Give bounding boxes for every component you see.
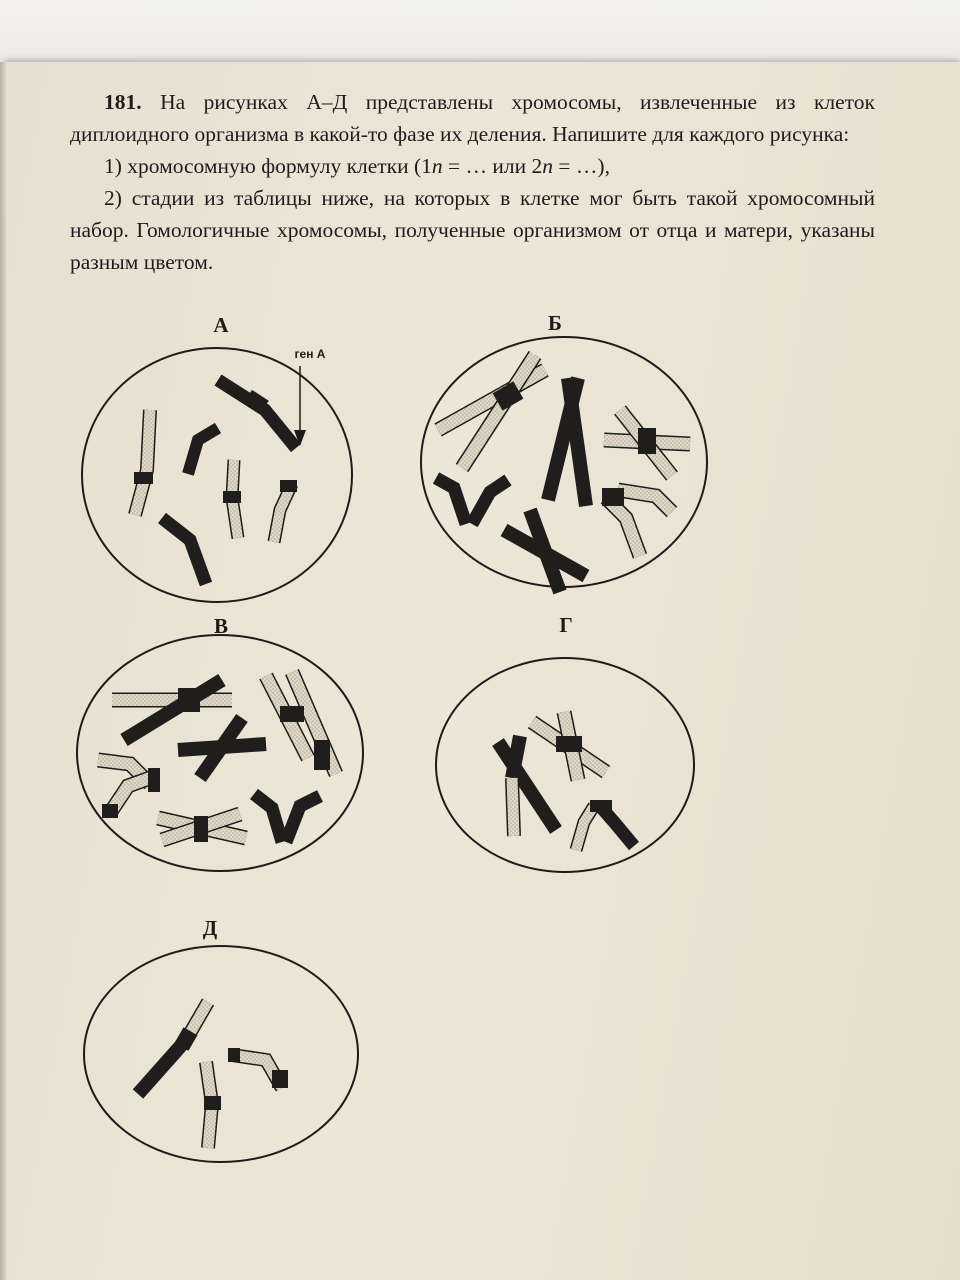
item-2: 2) стадии из таблицы ниже, на которых в клетке мог быть такой хромосомный набор. Гомологичные хромосомы, полученные организмом от отца и матери, указаны разным цветом. (70, 186, 875, 274)
intro-text: На рисунках А–Д представлены хромосомы, извлеченные из клеток диплоидного организма в какой-то фазе их деления. Напишите для каждого рисунка: (70, 90, 875, 146)
figure-g (436, 613, 694, 872)
gene-a-label: ген А (294, 347, 326, 361)
figure-g-cell (436, 658, 694, 872)
figure-v-chromosome-4 (98, 760, 160, 818)
figure-g-chromosome-3 (576, 800, 634, 850)
figure-v-label: В (213, 614, 229, 638)
figure-d (84, 916, 358, 1162)
figure-d-chromosome-3 (228, 1048, 288, 1088)
item-1-n1: n (431, 154, 443, 178)
figure-a-chromosome-5 (274, 480, 297, 542)
figure-a-chromosome-2 (134, 410, 153, 515)
figure-a-chromosome-3 (188, 428, 218, 474)
figure-a-chromosome-1 (218, 380, 296, 448)
figure-a (82, 313, 352, 602)
figure-d-chromosome-2 (204, 1062, 221, 1148)
figure-v-chromosome-6 (254, 794, 320, 842)
figure-b-chromosome-1 (438, 355, 545, 468)
figure-b-chromosome-2 (548, 378, 586, 506)
figure-v-chromosome-3 (266, 672, 336, 774)
figure-v (77, 614, 363, 871)
figure-b (421, 311, 707, 592)
item-1-text: 1) хромосомную формулу клетки (1 (104, 154, 432, 178)
figure-d-cell (84, 946, 358, 1162)
item-1-n2: n (542, 154, 554, 178)
figure-a-chromosome-4 (223, 460, 241, 538)
figure-b-chromosome-3 (604, 410, 690, 476)
figure-g-chromosome-2 (532, 712, 606, 780)
figure-b-chromosome-4 (436, 478, 508, 524)
figure-v-chromosome-5 (158, 814, 246, 842)
figure-v-chromosome-1 (112, 680, 232, 740)
problem-number: 181. (104, 90, 142, 114)
figure-b-chromosome-5 (602, 488, 672, 556)
figure-b-label: Б (548, 311, 562, 335)
figure-a-chromosome-6 (162, 518, 206, 584)
figure-g-chromosome-1 (498, 736, 556, 836)
item-1-end: = …), (553, 154, 610, 178)
figure-g-label: Г (559, 613, 573, 637)
item-1-mid: = … или 2 (442, 154, 543, 178)
figure-v-chromosome-2 (178, 718, 266, 778)
figure-d-chromosome-1 (138, 1002, 208, 1094)
figure-a-label: А (213, 313, 229, 337)
figure-d-label: Д (202, 916, 218, 940)
